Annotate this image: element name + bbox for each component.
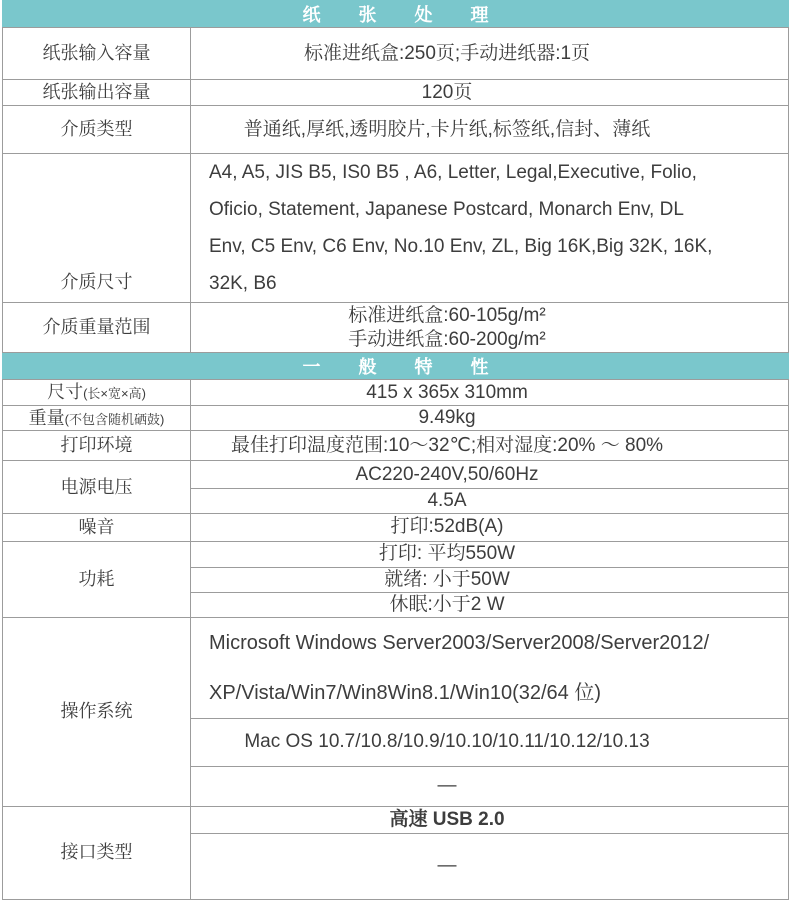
row-interface-type [3,806,789,833]
label-dimensions [3,380,191,406]
value-output-capacity: 120页 [191,80,789,106]
label-operating-system: 操作系统 [3,617,191,806]
label-dimensions-main: 尺寸 [47,382,84,403]
label-media-weight: 介质重量范围 [3,303,191,353]
value-interface-usb: 高速 USB 2.0 [191,806,789,833]
label-output-capacity: 纸张输出容量 [3,80,191,106]
row-input-capacity [3,28,789,80]
media-weight-line: 手动进纸盒:60-200g/m² [348,328,546,350]
row-media-weight [3,303,789,353]
section-title-general: 一般特性 [302,357,527,377]
media-size-line: A4, A5, JIS B5, IS0 B5 , A6, Letter, Legal,Executive, Folio, [209,162,697,183]
section-header-paper-handling [3,1,789,28]
os-windows-line: Microsoft Windows Server2003/Server2008/Server2012/ [209,631,710,654]
media-size-line: Env, C5 Env, C6 Env, No.10 Env, ZL, Big 16K,Big 32K, 16K, [209,236,713,257]
value-interface-other-dash: — [191,833,789,899]
value-os-other-dash: — [191,766,789,806]
row-noise [3,513,789,541]
row-power-voltage [3,461,789,489]
label-weight-main: 重量 [28,407,65,428]
label-power-consumption: 功耗 [3,541,191,617]
label-media-type: 介质类型 [3,106,191,154]
label-input-capacity: 纸张输入容量 [3,28,191,80]
row-dimensions [3,380,789,406]
value-dimensions: 415 x 365x 310mm [191,380,789,406]
value-input-capacity: 标准进纸盒:250页;手动进纸器:1页 [191,28,789,80]
value-print-environment: 最佳打印温度范围:10～32℃;相对湿度:20% ～ 80% [191,431,789,461]
section-row-general [3,353,789,380]
value-media-weight [191,303,789,353]
label-power-voltage: 电源电压 [3,461,191,514]
label-noise: 噪音 [3,513,191,541]
value-power-consumption-print: 打印: 平均550W [191,541,789,567]
media-size-line: Oficio, Statement, Japanese Postcard, Monarch Env, DL [209,199,684,220]
value-power-consumption-sleep: 休眠:小于2 W [191,592,789,617]
section-header-general [3,353,789,380]
media-weight-line: 标准进纸盒:60-105g/m² [348,304,546,326]
value-media-type: 普通纸,厚纸,透明胶片,卡片纸,标签纸,信封、薄纸 [191,106,789,154]
row-weight [3,406,789,431]
value-os-windows [191,617,789,718]
row-operating-system [3,617,789,718]
row-output-capacity [3,80,789,106]
printer-spec-table [2,0,789,900]
label-weight-note: (不包含随机硒鼓) [64,411,165,427]
os-windows-line: XP/Vista/Win7/Win8Win8.1/Win10(32/64 位) [209,681,602,704]
value-os-mac: Mac OS 10.7/10.8/10.9/10.10/10.11/10.12/10.13 [191,718,789,766]
value-noise: 打印:52dB(A) [191,513,789,541]
section-row-paper-handling [3,1,789,28]
media-size-line: 32K, B6 [209,273,277,294]
label-print-environment: 打印环境 [3,431,191,461]
value-weight: 9.49kg [191,406,789,431]
label-dimensions-note: (长×宽×高) [83,386,146,402]
section-title-paper-handling: 纸张处理 [302,5,527,25]
label-media-size: 介质尺寸 [3,154,191,303]
label-weight [3,406,191,431]
row-print-environment [3,431,789,461]
label-interface-type: 接口类型 [3,806,191,899]
value-power-voltage-1: AC220-240V,50/60Hz [191,461,789,489]
value-power-voltage-2: 4.5A [191,489,789,514]
row-power-consumption [3,541,789,567]
value-power-consumption-ready: 就绪: 小于50W [191,567,789,592]
value-media-size [191,154,789,303]
row-media-size [3,154,789,303]
row-media-type [3,106,789,154]
